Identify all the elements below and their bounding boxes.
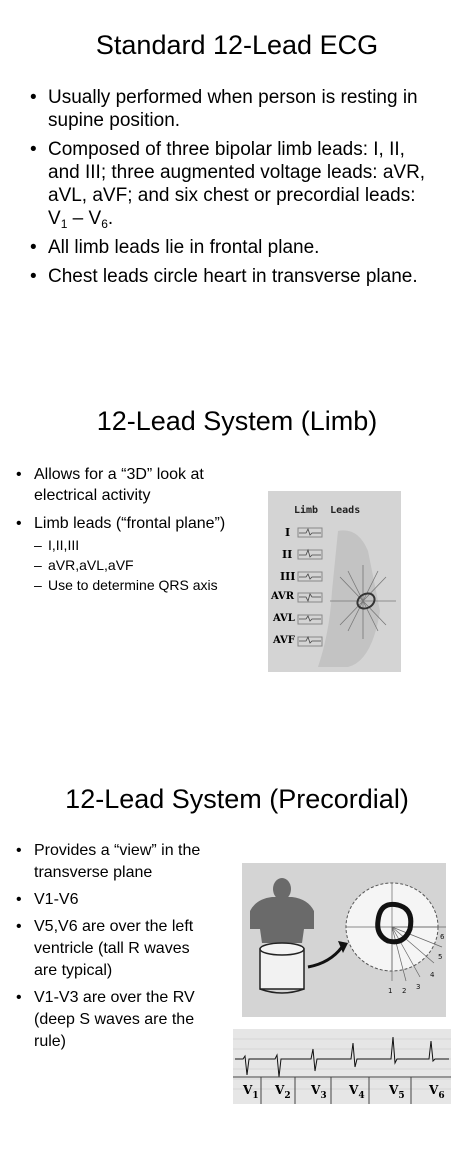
slide1-title: Standard 12-Lead ECG — [95, 30, 379, 60]
slide1-bullet-3: • All limb leads lie in frontal plane. — [30, 236, 430, 259]
chest-cylinder-icon — [260, 943, 304, 993]
limb-leads-heading: Limb Leads — [294, 505, 361, 516]
slide1-bullet-1: • Usually performed when person is resting in supine position. — [30, 86, 430, 132]
precordial-figure — [242, 863, 446, 1017]
slide2-sub-bullet-1: – I,II,III — [34, 537, 228, 554]
slide3-bullet-4: • V1-V3 are over the RV (deep S waves are the rule) — [16, 987, 212, 1053]
ecg-trace-v4 — [331, 1043, 369, 1067]
strip-label-v6: $V_6$ — [429, 1083, 445, 1101]
v-end: . — [107, 208, 114, 229]
slide3-title: 12-Lead System (Precordial) — [65, 784, 409, 814]
strip-label-v1: $V_1$ — [243, 1083, 259, 1101]
ecg-trace-v3 — [295, 1049, 331, 1071]
slide2-sub-bullet-3: – Use to determine QRS axis — [34, 577, 228, 594]
torso-icon — [250, 878, 314, 943]
lead-label-avl: AVL — [273, 613, 295, 624]
diagram-number-5: 5 — [438, 953, 443, 961]
diagram-number-4: 4 — [430, 971, 435, 979]
slide3-bullet-1: • Provides a “view” in the transverse plane — [16, 840, 212, 884]
slide2-title: 12-Lead System (Limb) — [96, 406, 378, 436]
diagram-number-1: 1 — [388, 987, 393, 995]
strip-label-v3: $V_3$ — [311, 1083, 327, 1101]
diagram-number-2: 2 — [402, 987, 407, 995]
lead-label-i: I — [285, 526, 291, 539]
slide1-bullet-4: • Chest leads circle heart in transverse plane. — [30, 265, 430, 288]
v-dash: – V — [67, 208, 102, 229]
lead-label-iii: III — [280, 570, 296, 583]
slide1-bullet-2-text: Composed of three bipolar limb leads: I, II, and III; three augmented voltage leads: aVR, aVL, aVF; and six chest or precordial leads: V — [48, 139, 426, 229]
v1-subscript: 1 — [60, 217, 68, 231]
lead-label-avr: AVR — [271, 591, 295, 602]
ecg-trace-v5 — [369, 1037, 411, 1063]
diagram-number-6: 6 — [440, 933, 445, 941]
precordial-diagram — [242, 863, 446, 1017]
slide3-bullet-list — [16, 840, 212, 1053]
lead-label-avf: AVF — [273, 635, 295, 646]
strip-label-v4: $V_4$ — [349, 1083, 365, 1101]
diagram-number-3: 3 — [416, 983, 421, 991]
slide2-bullet-2-text: Limb leads (“frontal plane”) — [34, 515, 226, 532]
strip-label-v5: $V_5$ — [389, 1083, 405, 1101]
slide3-bullet-2: • V1-V6 — [16, 889, 212, 911]
strip-labels — [233, 1083, 451, 1103]
ecg-trace-v6 — [411, 1041, 449, 1061]
ecg-trace-v2 — [261, 1055, 295, 1077]
slide3-bullet-3: • V5,V6 are over the left ventricle (tall R waves are typical) — [16, 916, 212, 982]
slide2-sub-bullet-2: – aVR,aVL,aVF — [34, 557, 228, 574]
precordial-ecg-strip — [233, 1029, 451, 1104]
arrow-icon — [308, 947, 342, 967]
v6-subscript: 6 — [101, 217, 108, 231]
strip-label-v2: $V_2$ — [275, 1083, 291, 1101]
lead-label-ii: II — [282, 548, 293, 561]
slide2-bullet-1: • Allows for a “3D” look at electrical activity — [16, 464, 228, 506]
